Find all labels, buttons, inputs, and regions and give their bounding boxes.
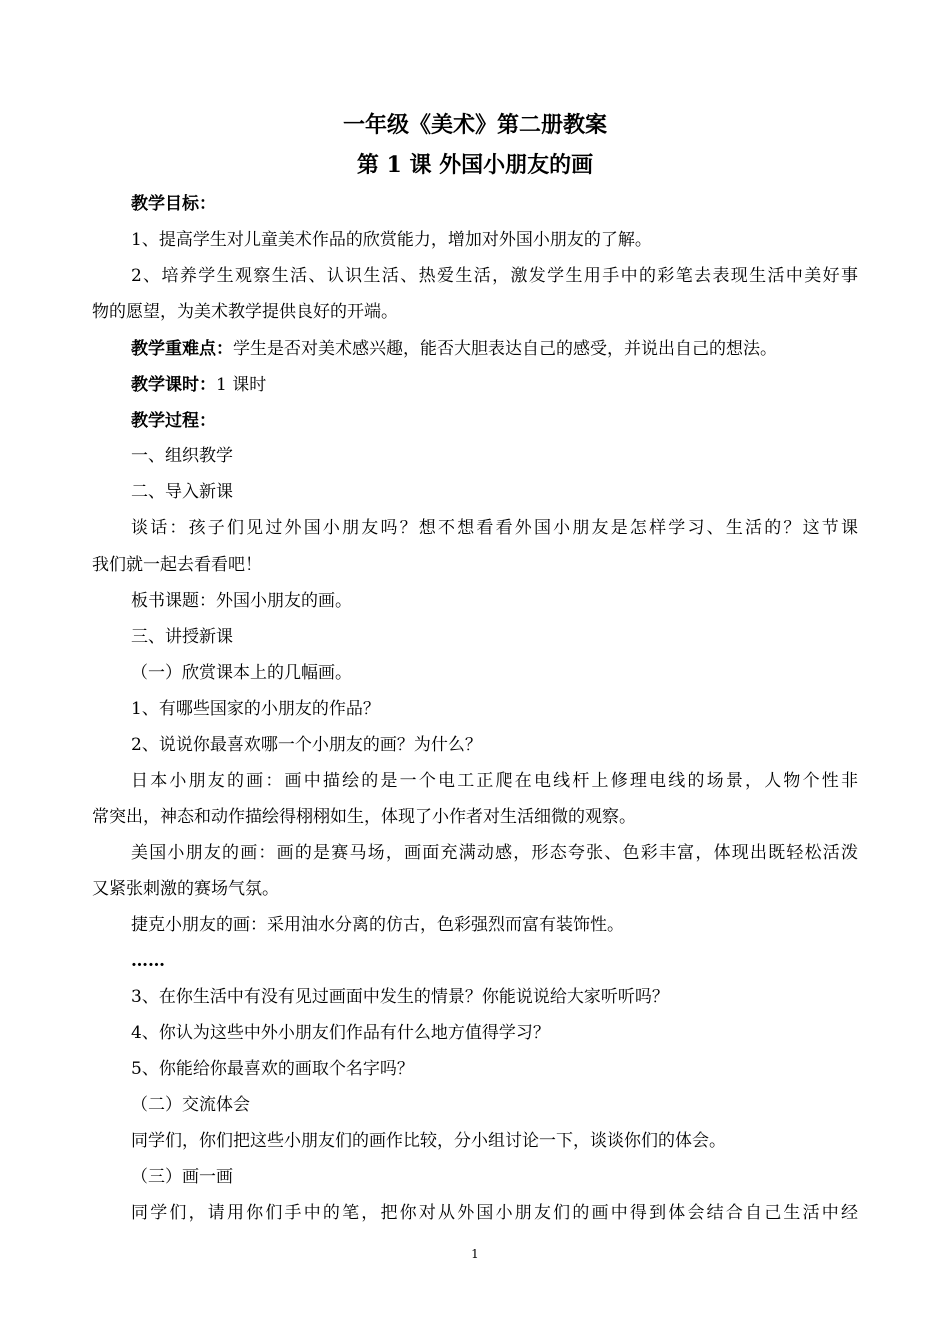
class-hours-label: 教学课时： [131,375,216,395]
objective-item-1: 1、提高学生对儿童美术作品的欣赏能力，增加对外国小朋友的了解。 [131,230,652,250]
usa-line-1: 美国小朋友的画：画的是赛马场，画面充满动感，形态夸张、色彩丰富，体现出既轻松活泼 [131,843,858,863]
drawing-line-1: 同学们，请用你们手中的笔，把你对从外国小朋友们的画中得到体会结合自己生活中经 [131,1203,858,1223]
document-title: 一年级《美术》第二册教案 [342,112,607,138]
subsection-3: （三）画一画 [131,1167,233,1187]
key-points-paragraph [131,337,777,361]
question-3: 3、在你生活中有没有见过画面中发生的情景？你能说说给大家听听吗？ [131,987,669,1007]
objective-item-2-line-1: 2、培养学生观察生活、认识生活、热爱生活，激发学生用手中的彩笔去表现生活中美好事 [131,266,858,286]
question-5: 5、你能给你最喜欢的画取个名字吗？ [131,1059,414,1079]
czech-line: 捷克小朋友的画：采用油水分离的仿古，色彩强烈而富有装饰性。 [131,915,624,935]
process-step-1: 一、组织教学 [131,446,233,466]
question-1: 1、有哪些国家的小朋友的作品？ [131,699,380,719]
process-step-2: 二、导入新课 [131,482,233,502]
lesson-title: 第 1 课 外国小朋友的画 [356,152,594,178]
objectives-heading: 教学目标： [131,194,216,214]
class-hours-paragraph [131,373,266,397]
question-4: 4、你认为这些中外小朋友们作品有什么地方值得学习？ [131,1023,550,1043]
question-2: 2、说说你最喜欢哪一个小朋友的画？为什么？ [131,735,482,755]
subsection-1: （一）欣赏课本上的几幅画。 [131,663,352,683]
process-heading: 教学过程： [131,411,216,431]
board-title-line: 板书课题：外国小朋友的画。 [131,591,352,611]
page-number: 1 [471,1247,479,1261]
key-points-label: 教学重难点： [131,339,233,359]
objective-item-2-line-2: 物的愿望，为美术教学提供良好的开端。 [92,302,398,322]
key-points-text: 学生是否对美术感兴趣，能否大胆表达自己的感受，并说出自己的想法。 [233,339,777,359]
ellipsis-line: …… [131,951,165,971]
discussion-line: 同学们，你们把这些小朋友们的画作比较，分小组讨论一下，谈谈你们的体会。 [131,1131,726,1151]
japan-line-2: 常突出，神态和动作描绘得栩栩如生，体现了小作者对生活细微的观察。 [92,807,636,827]
usa-line-2: 又紧张刺激的赛场气氛。 [92,879,279,899]
process-step-3: 三、讲授新课 [131,627,233,647]
class-hours-text: 1 课时 [216,375,267,395]
japan-line-1: 日本小朋友的画：画中描绘的是一个电工正爬在电线杆上修理电线的场景，人物个性非 [131,771,858,791]
talk-line-2: 我们就一起去看看吧！ [92,555,262,575]
talk-line-1: 谈话：孩子们见过外国小朋友吗？想不想看看外国小朋友是怎样学习、生活的？这节课 [131,518,858,538]
subsection-2: （二）交流体会 [131,1095,250,1115]
